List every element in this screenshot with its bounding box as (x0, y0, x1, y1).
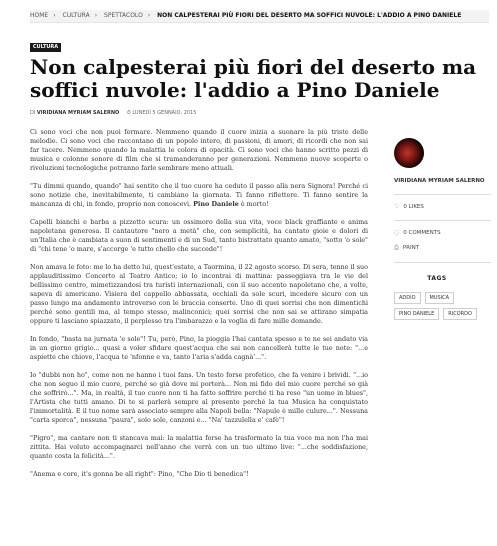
heart-icon: ♡ (394, 203, 400, 210)
likes-label: 0 LIKES (403, 203, 424, 210)
category-badge[interactable]: CULTURA (30, 43, 61, 52)
printer-icon: ⎙ (394, 244, 399, 251)
article-meta (30, 110, 196, 116)
breadcrumb-cultura[interactable]: CULTURA (62, 12, 90, 19)
tag-pino-daniele[interactable]: PINO DANIELE (394, 308, 439, 320)
paragraph-2: "Tu dimmi quando, quando" hai sentito che il tuo cuore ha ceduto il passo alla nera Signora! Perché ci sono notizie che, inevitabilmente, ti cambiano la giornata. Ti fanno riflettere. Ti fanno sentire la mancanza di chi, in fondo, proprio non conoscevi. Pino Daniele è morto! (30, 182, 368, 208)
meta-author-link[interactable]: VIRIDIANA MYRIAM SALERNO (36, 110, 120, 116)
sidebar-divider (394, 220, 491, 221)
comments-link[interactable] (394, 229, 491, 236)
pino-daniele-bold: Pino Daniele (193, 200, 239, 208)
paragraph-7: "Pigro", ma cantare non ti stancava mai: la malattia forse ha trasformato la tua voce ma non l'ha mai zittita. Hai voluto accompagnarci nell'anno che verrà con un tuo ultimo live: "...che soddisfazione, quanto costa la felicità...". (30, 434, 368, 460)
sidebar-divider (394, 262, 491, 263)
tags-list (394, 292, 491, 320)
comment-icon: ◌ (394, 229, 400, 236)
breadcrumb-current: NON CALPESTERAI PIÙ FIORI DEL DESERTO MA SOFFICI NUVOLE: L'ADDIO A PINO DANIELE (157, 12, 462, 19)
article-body (30, 128, 368, 488)
breadcrumb-spettacolo[interactable]: SPETTACOLO (104, 12, 143, 19)
tag-addio[interactable]: ADDIO (394, 292, 421, 304)
likes-button[interactable] (394, 203, 491, 210)
comments-label: 0 COMMENTS (403, 229, 441, 236)
paragraph-4: Non amava le foto: me lo ha detto lui, quest'estate, a Taormina, il 22 agosto scorso. Di sera, tenne il suo applauditissimo Concerto al Teatro Antico; io lo incontrai di mattina: passeggiava tra le vie del bellissimo centro, mimetizzandosi tra turisti internazionali, con il suo accento napoletano che, a volte, sapeva di americano. Visiera del cappello abbassata, occhiali da sole scuri, incedere sicuro con un passo lungo ma andamento introverso con le braccia conserte. Uno di quei sorrisi che non dimentichi perché sono gentili ma, al tempo stesso, malinconici; quei sorrisi che non sai se attirano simpatia oppure ti lasciano spiazzato, il perplesso tra l'imbarazzo e la voglia di fare mille domande. (30, 263, 368, 325)
paragraph-8: "Anema e core, it's gonna be all right": Pino, "Che Dio ti benedica"! (30, 470, 249, 478)
tags-heading: TAGS (427, 275, 447, 282)
paragraph-3: Capelli bianchi e barba a pizzetto scura: un ossimoro della sua vita, voce black graffiante e anima napoletana generosa. Il cantautore "nero a metà" che, con semplicità, ha cantato gioie e dolori di un'Italia che è cambiata a suon di sentimenti e di un Sud, tanto bistrattato quanto amato, "sotto 'o sole" di "chi tene 'o mare, s'accorge 'e tutto chello che succede"! (30, 218, 368, 253)
article-title: Non calpesterai più fiori del deserto ma soffici nuvole: l'addio a Pino Daniele (30, 55, 477, 102)
print-button[interactable] (394, 244, 491, 252)
clock-icon: ⏱ (126, 110, 131, 116)
author-avatar[interactable] (394, 138, 424, 168)
breadcrumb: HOME › CULTURA › SPETTACOLO › NON CALPESTERAI PIÙ FIORI DEL DESERTO MA SOFFICI NUVOLE: L'ADDIO A PINO DANIELE (30, 10, 489, 23)
meta-by: DI (30, 110, 36, 116)
print-label: PRINT (402, 245, 420, 251)
paragraph-6: Io "dubbi non ho", come non ne hanno i tuoi fans. Un testo forse profetico, che fa venire i brividi. "...io che non seguo il mio cuore, perché so già dove mi porterà... Non mi fido del mio cuore perché so già che soffrirò...". Ma, in realtà, il tuo cuore non ti ha fatto soffrire perché ti ha reso "un uomo in blues", l'Artista che tutti amano. Di te si parlerà sempre al presente perché la tua Musica ha conquistato l'immortalità. E il tuo nome sarà associato sempre alla Napoli bella: "Napule è mille culure...". Nessuna "carta sporca", nessuna "paura", solo sole, canzoni e... "Na' tazzulella e' cafè"! (30, 371, 368, 424)
tag-ricordo[interactable]: RICORDO (443, 308, 477, 320)
paragraph-1: Ci sono voci che non puoi fermare. Nemmeno quando il cuore inizia a suonare la più triste delle melodie. Ci sono voci che raccontano di un popolo intero, di passioni, di amori, di ricordi che non sai far tacere. Nemmeno quando la malattia le colora di opacità. Ci sono voci che hanno scritto pezzi di musica e colonne sonore di film che si tramanderanno per generazioni. Nemmeno nuove scoperte o rivoluzioni tecnologiche potranno farle sembrare meno attuali. (30, 128, 368, 172)
sidebar-divider (394, 194, 491, 195)
tag-musica[interactable]: MUSICA (425, 292, 455, 304)
sidebar-author-name[interactable]: VIRIDIANA MYRIAM SALERNO (394, 178, 485, 184)
meta-date: LUNEDÌ 5 GENNAIO, 2015 (132, 110, 197, 116)
author-sidebar (383, 128, 491, 320)
paragraph-5: In fondo, "basta na jurnata 'e sole"! Tu, però, Pino, la pioggia l'hai cantata spesso e te ne sei andato via in un giorno grigio... quasi a voler sfidare quest'acqua che sai non cancellerà tutte le tue note: "...e aspiette che chiove, l'acqua te 'nfonne e va, tanto l'aria s'adda cagnà'...". (30, 335, 368, 361)
breadcrumb-home[interactable]: HOME (30, 12, 49, 19)
